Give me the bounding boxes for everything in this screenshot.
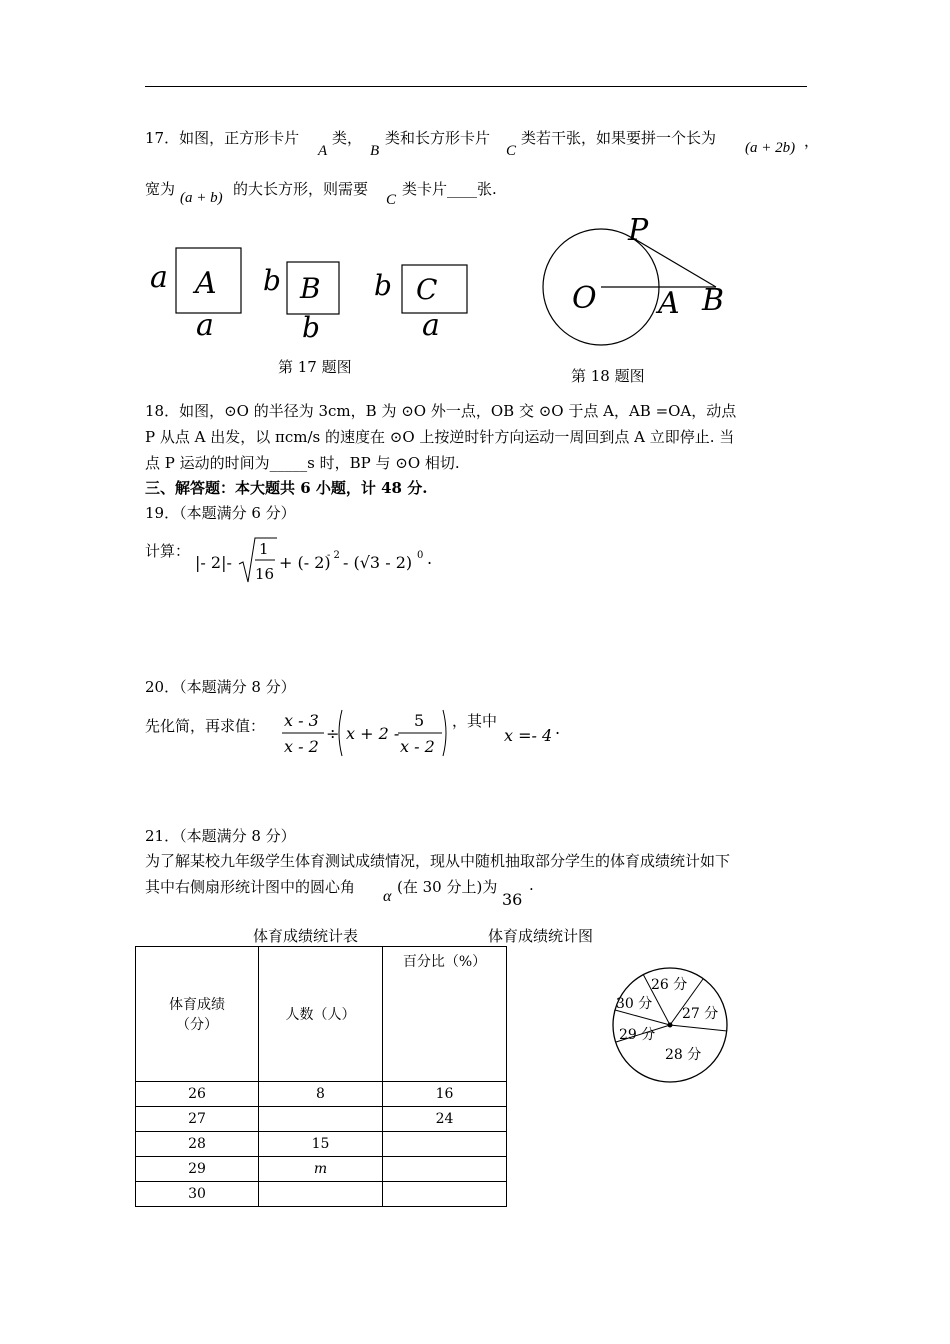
table-row xyxy=(136,1157,507,1182)
point-p-label: P xyxy=(628,213,649,248)
figure-18 xyxy=(530,210,750,390)
q21-line1: 为了解某校九年级学生体育测试成绩情况，现从中随机抽取部分学生的体育成绩统计如下 xyxy=(145,852,731,870)
point-o-label: O xyxy=(572,281,597,316)
q20-div: ÷ xyxy=(326,724,340,743)
card-c-bottom: a xyxy=(422,308,440,343)
card-c-label: C xyxy=(416,273,438,306)
figure-17-caption: 第 17 题图 xyxy=(278,358,352,376)
header-percent: 百分比（%） xyxy=(383,947,507,1082)
q17-var-a: A xyxy=(318,143,328,159)
cell-count xyxy=(259,1107,383,1132)
header-count: 人数（人） xyxy=(259,947,383,1082)
q20-cond: x =- 4 xyxy=(504,726,553,745)
header-score-line2: （分） xyxy=(176,1017,218,1033)
section-3-heading: 三、解答题：本大题共 6 小题，计 48 分. xyxy=(145,479,428,497)
header-score xyxy=(136,947,259,1082)
figure-18-caption: 第 18 题图 xyxy=(571,367,645,385)
pie-divider xyxy=(615,1010,670,1025)
q20-tail: ，其中 xyxy=(452,712,498,730)
cell-score: 26 xyxy=(136,1082,259,1107)
q17-var-c2: C xyxy=(386,192,397,208)
table-row xyxy=(136,1107,507,1132)
q20-heading: 20．（本题满分 8 分） xyxy=(145,678,296,696)
point-a-label: A xyxy=(658,286,680,321)
q19-term2: + (- 2) xyxy=(279,553,331,572)
cell-percent: 24 xyxy=(383,1107,507,1132)
q17-width: (a + b) xyxy=(180,190,223,206)
q20-dot: . xyxy=(555,719,561,738)
pie-label-28: 28 分 xyxy=(665,1047,702,1063)
pie-chart xyxy=(605,960,735,1090)
q20-label: 先化简，再求值： xyxy=(145,717,266,735)
card-b-side: b xyxy=(263,264,281,297)
q17-text: 类若干张，如果要拼一个长为 xyxy=(521,129,717,147)
q19-heading: 19．（本题满分 6 分） xyxy=(145,504,296,522)
q20-right-paren xyxy=(443,710,446,756)
q19-num: 1 xyxy=(259,540,269,558)
q20-den2: x - 2 xyxy=(400,737,435,756)
q17-comma: ， xyxy=(804,132,820,150)
q21-line2b: (在 30 分上)为 xyxy=(397,878,498,896)
q17-text: 类， xyxy=(332,129,363,147)
pie-divider xyxy=(670,1025,727,1031)
table-header-row xyxy=(136,947,507,1082)
card-a-side: a xyxy=(150,260,168,295)
q17-line2: 宽为 xyxy=(145,180,176,198)
table-row xyxy=(136,1132,507,1157)
cell-count: m xyxy=(259,1157,383,1182)
q21-alpha: α xyxy=(383,888,392,905)
q20-expression xyxy=(280,706,570,762)
cell-percent xyxy=(383,1157,507,1182)
cell-score: 30 xyxy=(136,1182,259,1207)
q17-var-c: C xyxy=(506,143,517,159)
q19-exp2: 0 xyxy=(417,550,424,561)
header-score-line1: 体育成绩 xyxy=(169,997,225,1013)
figure-17 xyxy=(140,235,500,385)
cell-score: 28 xyxy=(136,1132,259,1157)
pie-center xyxy=(668,1023,673,1028)
cell-score: 27 xyxy=(136,1107,259,1132)
q17-line2: 的大长方形，则需要 xyxy=(233,180,369,198)
q19-expression xyxy=(195,532,445,590)
card-a-label: A xyxy=(195,266,217,301)
cell-percent xyxy=(383,1132,507,1157)
pie-label-29: 29 分 xyxy=(619,1027,656,1043)
q19-term3: - (√3 - 2) xyxy=(343,553,413,572)
q20-inner: x + 2 - xyxy=(346,724,400,743)
q17-var-b: B xyxy=(370,143,380,159)
q17-text: 类和长方形卡片 xyxy=(385,129,491,147)
q19-label: 计算： xyxy=(145,542,191,560)
pie-label-27: 27 分 xyxy=(682,1006,719,1022)
q18-line2: P 从点 A 出发，以 πcm/s 的速度在 ⊙O 上按逆时针方向运动一周回到点 A 立即停止. 当 xyxy=(145,428,735,446)
q20-num2: 5 xyxy=(414,711,425,730)
q21-dot: . xyxy=(529,876,534,894)
table-row xyxy=(136,1082,507,1107)
q17-line2: 类卡片____张. xyxy=(402,180,497,198)
q20-den1: x - 2 xyxy=(284,737,319,756)
table-title: 体育成绩统计表 xyxy=(253,927,359,945)
cell-percent: 16 xyxy=(383,1082,507,1107)
cell-score: 29 xyxy=(136,1157,259,1182)
card-c-side: b xyxy=(374,269,392,302)
header-rule xyxy=(145,86,807,87)
cell-count: 8 xyxy=(259,1082,383,1107)
cell-percent xyxy=(383,1182,507,1207)
cell-count xyxy=(259,1182,383,1207)
q17-line1: 17．如图，正方形卡片 xyxy=(145,129,300,147)
point-b-label: B xyxy=(702,283,725,318)
q21-heading: 21．（本题满分 8 分） xyxy=(145,827,296,845)
cell-count: 15 xyxy=(259,1132,383,1157)
pie-title: 体育成绩统计图 xyxy=(488,927,594,945)
q17-length: (a + 2b) xyxy=(745,140,796,156)
score-table xyxy=(135,946,507,1207)
card-b-bottom: b xyxy=(302,311,320,344)
q20-left-paren xyxy=(339,710,342,756)
table-row xyxy=(136,1182,507,1207)
q19-exp1: - 2 xyxy=(327,550,340,561)
q18-line3: 点 P 运动的时间为_____s 时，BP 与 ⊙O 相切. xyxy=(145,454,460,472)
pie-label-30: 30 分 xyxy=(616,996,653,1012)
card-b-label: B xyxy=(300,272,321,305)
q21-line2: 其中右侧扇形统计图中的圆心角 xyxy=(145,878,356,896)
pie-label-26: 26 分 xyxy=(651,977,688,993)
q19-dot: . xyxy=(427,549,433,568)
q21-value: 36 xyxy=(502,890,523,909)
q19-abs: |- 2|- xyxy=(195,553,232,572)
card-a-bottom: a xyxy=(196,308,214,343)
q20-num1: x - 3 xyxy=(284,711,319,730)
q18-line1: 18．如图，⊙O 的半径为 3cm，B 为 ⊙O 外一点，OB 交 ⊙O 于点 A，AB =OA，动点 xyxy=(145,402,737,420)
q19-den: 16 xyxy=(255,565,275,583)
